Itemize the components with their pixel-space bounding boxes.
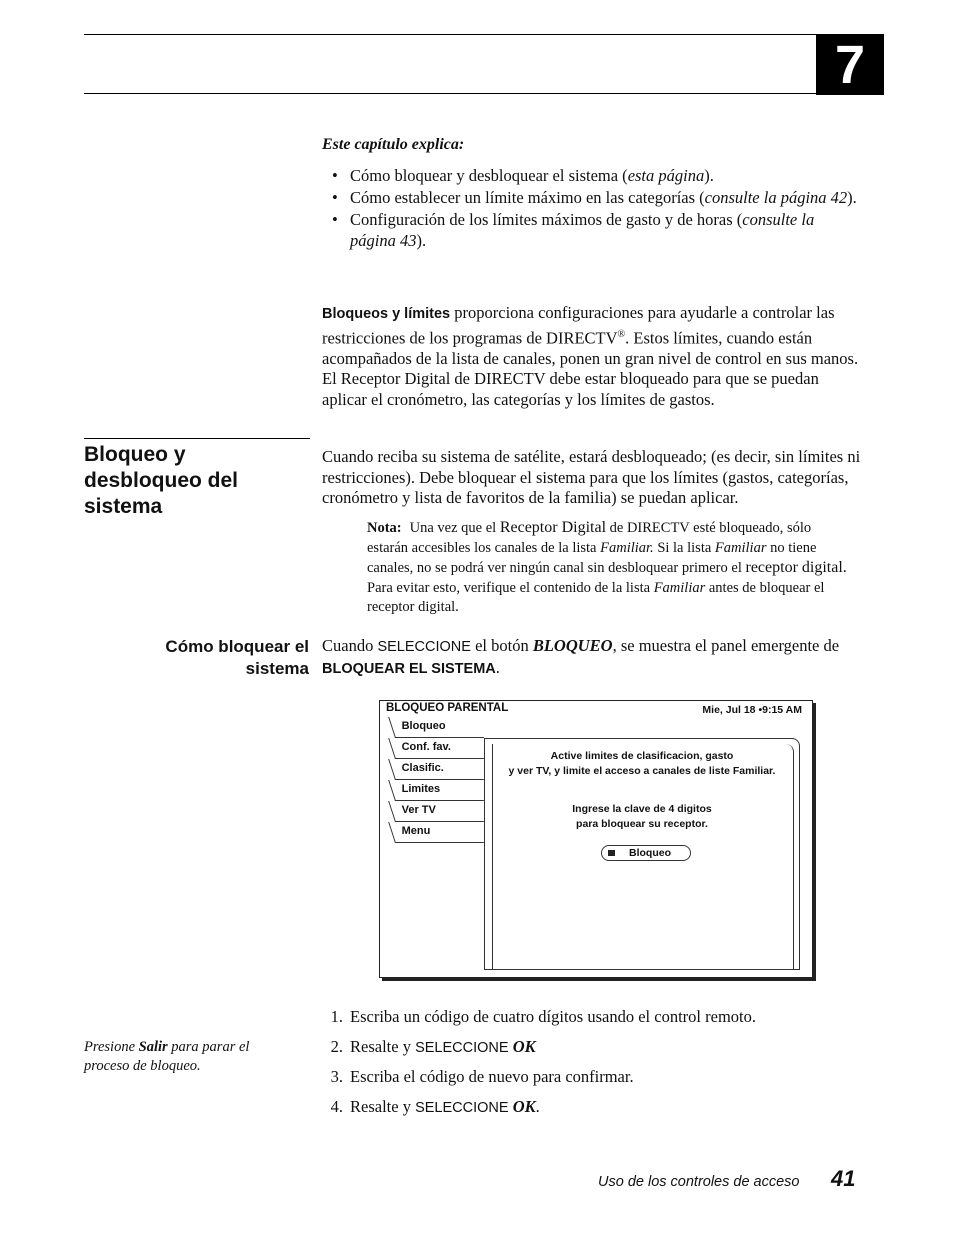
screen-datetime: Mie, Jul 18 •9:15 AM (702, 704, 802, 716)
step-item: 1. Escriba un código de cuatro dígitos usando el control remoto. (330, 1007, 756, 1026)
step-item: 3. Escriba el código de nuevo para confirmar. (330, 1067, 634, 1086)
tab-ver-tv[interactable]: Ver TV (388, 801, 484, 822)
intro-list (322, 165, 862, 252)
note: Nota: Una vez que el Receptor Digital de DIRECTV esté bloqueado, sólo estarán accesibles los canales de la lista Familiar. Si la lista Familiar no tiene canales, no se podrá ver ningún canal sin desbloquear primero el receptor digital. Para evitar esto, verifique el contenido de la lista Familiar antes de bloquear el receptor digital. (367, 519, 847, 615)
intro-paragraph: Bloqueos y límites proporciona configuraciones para ayudarle a controlar las restricciones de los programas de DIRECTV®. Estos límites, cuando están acompañados de la lista de canales, ponen un gran nivel de control en sus manos. El Receptor Digital de DIRECTV debe estar bloqueado para que se puedan aplicar el cronómetro, las categorías y los límites de gastos. (322, 303, 859, 409)
feature-name: Bloqueos y límites (322, 306, 451, 322)
intro-bullet: • Cómo establecer un límite máximo en las categorías (consulte la página 42). (322, 187, 862, 208)
chapter-number: 7 (816, 34, 884, 95)
intro-heading: Este capítulo explica: (322, 136, 465, 153)
note-label: Nota: (367, 520, 402, 536)
tab-menu[interactable]: Menu (388, 822, 484, 843)
section-title: Bloqueo y desbloqueo del sistema (84, 443, 239, 518)
screen-title: BLOQUEO PARENTAL (386, 702, 509, 714)
section-paragraph: Cuando reciba su sistema de satélite, estará desbloqueado; (es decir, sin límites ni restricciones). Debe bloquear el sistema para que los límites (gastos, categorías, cronómetro y lista de favoritos de la familia) se puedan aplicar. (322, 447, 861, 507)
step-item: 2. Resalte y SELECCIONE OK (330, 1036, 536, 1056)
square-bullet-icon (608, 850, 615, 856)
step-item: 4. Resalte y SELECCIONE OK. (330, 1096, 540, 1116)
page-reference: consulte la página 42 (704, 188, 848, 207)
subsection-paragraph: Cuando SELECCIONE el botón BLOQUEO, se muestra el panel emergente de BLOQUEAR EL SISTEMA. (322, 636, 840, 677)
page-number: 41 (831, 1166, 856, 1191)
page-reference: consulte la página 43 (350, 210, 815, 250)
header-rule-bottom (84, 93, 816, 94)
tab-clasific[interactable]: Clasific. (388, 759, 484, 780)
panel-instruction: Ingrese la clave de 4 digitos para bloquear su receptor. (572, 803, 712, 830)
page-reference: esta página (627, 166, 705, 185)
tab-limites[interactable]: Limites (388, 780, 484, 801)
section-rule (84, 438, 310, 439)
panel-description: Active limites de clasificacion, gasto y ver TV, y limite el acceso a canales de liste Familiar. (508, 750, 776, 777)
lock-panel (484, 738, 800, 970)
intro-bullet: • Configuración de los límites máximos de gasto y de horas (consulte la página 43). (322, 209, 862, 251)
tv-screen-mockup (379, 700, 813, 978)
intro-bullet: • Cómo bloquear y desbloquear el sistema (esta página). (322, 165, 862, 186)
tab-bloqueo[interactable]: Bloqueo (388, 717, 484, 738)
header-rule-top (84, 34, 816, 35)
lock-button[interactable]: Bloqueo (601, 845, 691, 861)
side-note: Presione Salir para parar el proceso de bloqueo. (84, 1039, 250, 1074)
steps-list (322, 1007, 867, 1127)
tab-conf-fav[interactable]: Conf. fav. (388, 738, 484, 759)
footer-section-name: Uso de los controles de acceso (598, 1174, 800, 1190)
subsection-title: Cómo bloquear el sistema (165, 637, 309, 678)
screen-tab-list (392, 717, 484, 843)
